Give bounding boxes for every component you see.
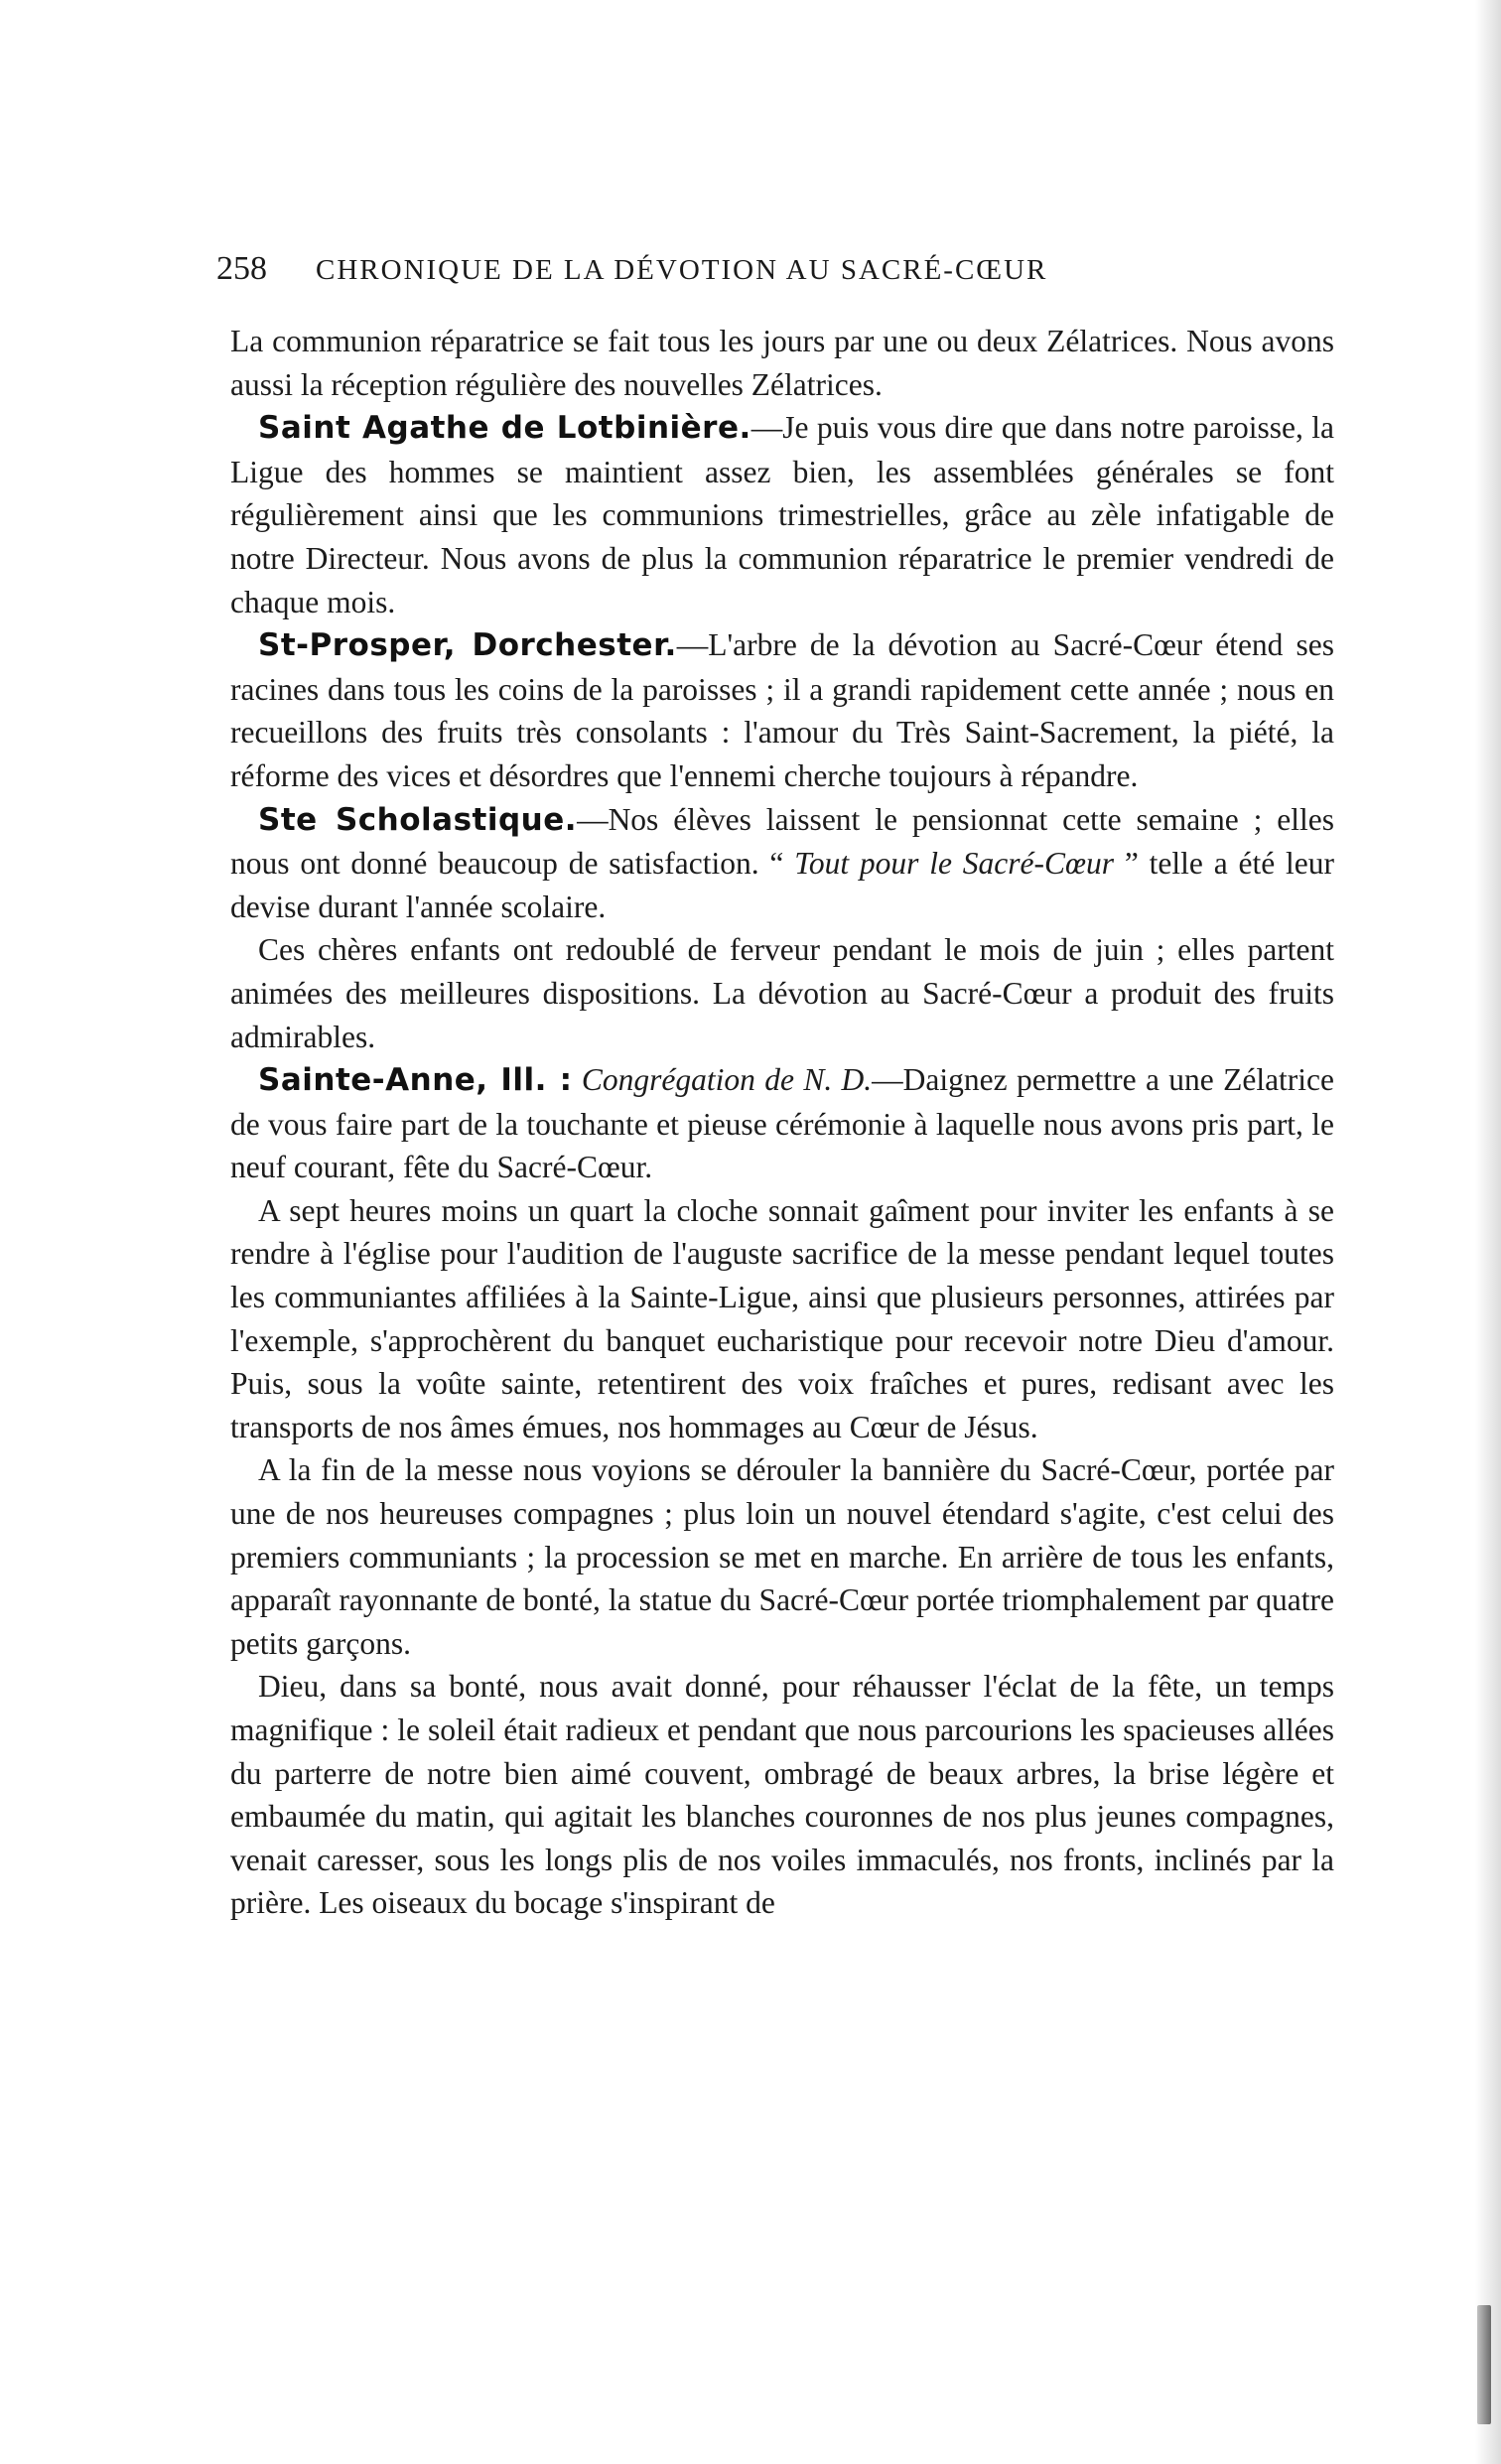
paragraph-dieu-bonte [230, 1665, 1334, 1925]
paragraph-fin-messe [230, 1448, 1334, 1665]
italic-congregation: Congrégation de N. D. [581, 1062, 873, 1098]
paragraph-text: —Daignez permettre a une Zélatrice de vous faire part de la touchante et pieuse cérémonie à laquelle nous avons pris part, le neuf courant, fête du Sacré-Cœur. [230, 1062, 1335, 1185]
paragraph-lotbiniere [230, 406, 1334, 623]
place-heading: St-Prosper, Dorchester. [258, 627, 677, 664]
page-number: 258 [216, 250, 267, 287]
paragraph-text: —Nos élèves laissent le pensionnat cette semaine ; elles nous ont donné beaucoup de satisfaction. “ [230, 801, 1334, 882]
running-title: CHRONIQUE DE LA DÉVOTION AU SACRÉ-CŒUR [316, 254, 1048, 286]
paragraph-st-prosper [230, 623, 1334, 797]
paragraph-text: —Je puis vous dire que dans notre paroisse, la Ligue des hommes se maintient assez bien, les assemblées générales se font régulièrement ainsi que les communions trimestrielles, grâce au zèle infatigable de notre Directeur. Nous avons de plus la communion réparatrice le premier vendredi de chaque mois. [230, 410, 1334, 619]
body-text [230, 320, 1334, 1925]
paragraph-communion [230, 320, 1334, 406]
paragraph-cheres-enfants [230, 928, 1334, 1058]
paragraph-text: A sept heures moins un quart la cloche sonnait gaîment pour inviter les enfants à se rendre à l'église pour l'audition de l'auguste sacrifice de la messe pendant lequel toutes les communiantes affiliées à la Sainte-Ligue, ainsi que plusieurs personnes, attirées par l'exemple, s'approchèrent du banquet eucharistique pour recevoir notre Dieu d'amour. Puis, sous la voûte sainte, retentirent des voix fraîches et pures, redisant avec les transports de nos âmes émues, nos hommages au Cœur de Jésus. [230, 1192, 1334, 1444]
paragraph-text: A la fin de la messe nous voyions se dérouler la bannière du Sacré-Cœur, portée par une de nos heureuses compagnes ; plus loin un nouvel étendard s'agite, c'est celui des premiers communiants ; la procession se met en marche. En arrière de tous les enfants, apparaît rayonnante de bonté, la statue du Sacré-Cœur portée triomphalement par quatre petits garçons. [230, 1452, 1334, 1661]
paragraph-text: La communion réparatrice se fait tous les jours par une ou deux Zélatrices. Nous avons aussi la réception régulière des nouvelles Zélatrices. [230, 324, 1334, 402]
paragraph-text: —L'arbre de la dévotion au Sacré-Cœur étend ses racines dans tous les coins de la paroisses ; il a grandi rapidement cette année ; nous en recueillons des fruits très consolants : l'amour du Très Saint-Sacrement, la piété, la réforme des vices et désordres que l'ennemi cherche toujours à répandre. [230, 627, 1334, 793]
place-heading: Sainte-Anne, Ill. : [258, 1062, 573, 1099]
running-header [216, 250, 1219, 288]
page-edge-shadow [1475, 0, 1501, 2464]
place-heading: Ste Scholastique. [258, 801, 578, 838]
paragraph-text: Dieu, dans sa bonté, nous avait donné, pour réhausser l'éclat de la fête, un temps magnifique : le soleil était radieux et pendant que nous parcourions les spacieuses allées du parterre de notre bien aimé couvent, ombragé de beaux arbres, la brise légère et embaumée du matin, qui agitait les blanches couronnes de nos plus jeunes compagnes, venait caresser, sous les longs plis de nos voiles immaculés, nos fronts, inclinés par la prière. Les oiseaux du bocage s'inspirant de [230, 1669, 1334, 1921]
paragraph-text: Ces chères enfants ont redoublé de ferveur pendant le mois de juin ; elles partent animées des meilleures dispositions. La dévotion au Sacré-Cœur a produit des fruits admirables. [230, 932, 1334, 1054]
paragraph-sept-heures [230, 1189, 1334, 1449]
binding-mark [1477, 2305, 1491, 2424]
paragraph-scholastique [230, 798, 1334, 929]
place-heading: Saint Agathe de Lotbinière. [258, 410, 751, 447]
paragraph-sainte-anne [230, 1058, 1334, 1189]
italic-motto: Tout pour le Sacré-Cœur [794, 846, 1115, 882]
paragraph-text: ” telle a été leur devise durant l'année scolaire. [230, 846, 1335, 924]
